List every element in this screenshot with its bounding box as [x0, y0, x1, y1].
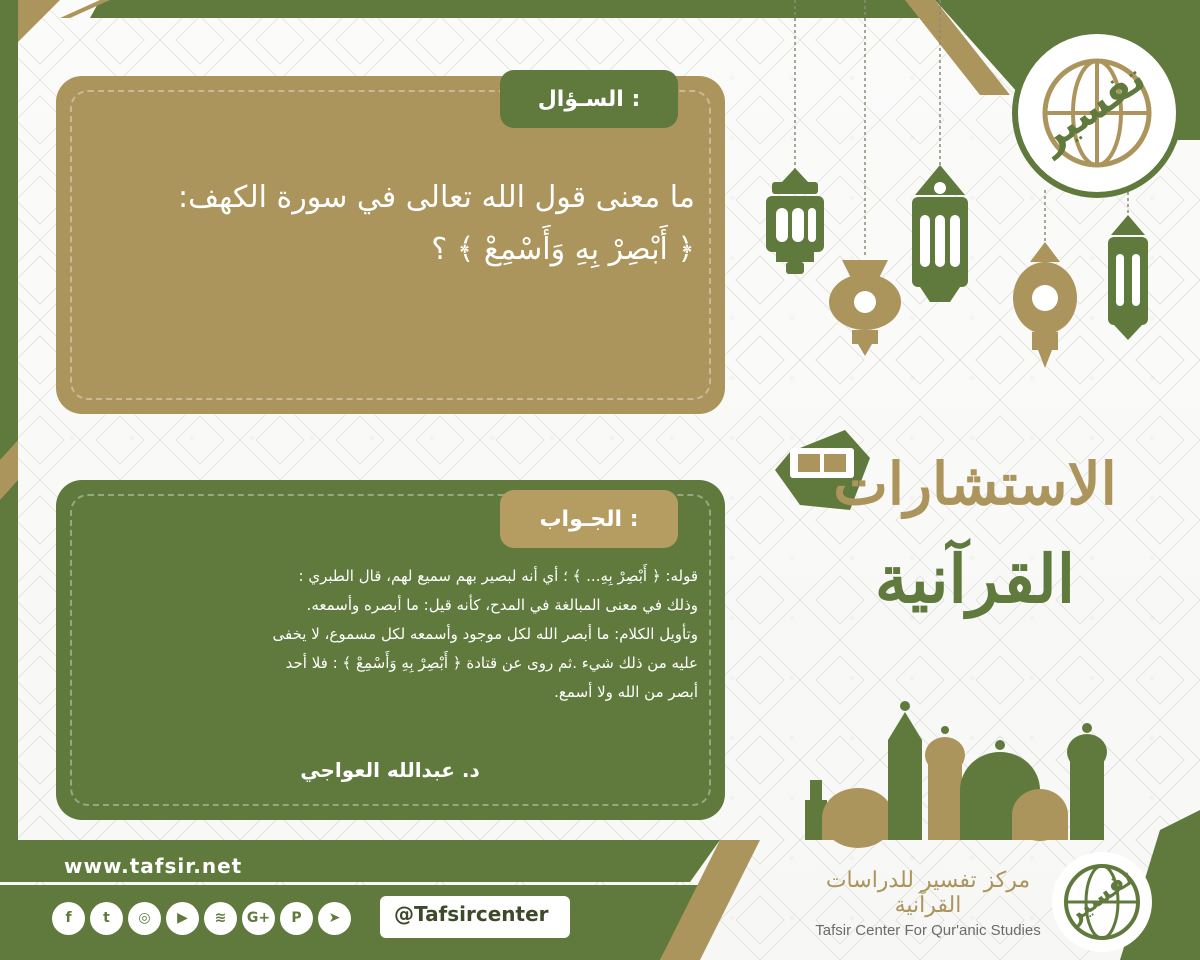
question-text — [80, 172, 695, 276]
answer-line-5: أبصر من الله ولا أسمع. — [554, 683, 698, 701]
answer-line-2: وذلك في معنى المبالغة في المدح، كأنه قيل: ما أبصره وأسمعه. — [306, 596, 698, 614]
title-line-1: الاستشارات — [833, 450, 1117, 518]
instagram-icon[interactable]: ◎ — [128, 902, 161, 935]
answer-label: الجـواب : — [500, 490, 678, 548]
question-label: السـؤال : — [500, 70, 678, 128]
question-text-line-1: ما معنى قول الله تعالى في سورة الكهف: — [177, 180, 695, 215]
answer-line-3: وتأويل الكلام: ما أبصر الله لكل موجود وأسمعه لكل مسموع، لا يخفى — [272, 625, 698, 643]
social-handle[interactable]: @Tafsircenter — [394, 902, 549, 926]
answer-author: د. عبدالله العواجي — [300, 758, 480, 782]
center-name-english: Tafsir Center For Qur'anic Studies — [815, 922, 1041, 939]
twitter-icon[interactable]: t — [90, 902, 123, 935]
logo-word-bottom: تفسير — [1060, 862, 1139, 930]
website-link[interactable]: www.tafsir.net — [64, 854, 243, 878]
center-name-arabic: مركز تفسير للدراسات القرآنية — [825, 868, 1031, 918]
tafsir-logo-bottom — [1052, 852, 1152, 952]
answer-line-1: قوله: ﴿ أَبْصِرْ بِهِ... ﴾ ؛ أي أنه لبصير بهم سميع لهم، قال الطبري : — [298, 567, 698, 585]
answer-line-4: عليه من ذلك شيء .ثم روى عن قتادة ﴿ أَبْصِرْ بِهِ وَأَسْمِعْ ﴾ : فلا أحد — [285, 654, 698, 672]
title-line-2: القرآنية — [874, 540, 1076, 618]
logo-word-top: تفسير — [1030, 55, 1154, 161]
google-plus-icon[interactable]: G+ — [242, 902, 275, 935]
social-icons-row — [52, 900, 351, 936]
tafsir-logo-top — [1012, 28, 1182, 198]
answer-text — [78, 562, 698, 707]
facebook-icon[interactable]: f — [52, 902, 85, 935]
telegram-icon[interactable]: ➤ — [318, 902, 351, 935]
youtube-icon[interactable]: ▶ — [166, 902, 199, 935]
pinterest-icon[interactable]: P — [280, 902, 313, 935]
question-text-line-2: ﴿ أَبْصِرْ بِهِ وَأَسْمِعْ ﴾ ؟ — [431, 232, 695, 267]
soundcloud-icon[interactable]: ≋ — [204, 902, 237, 935]
